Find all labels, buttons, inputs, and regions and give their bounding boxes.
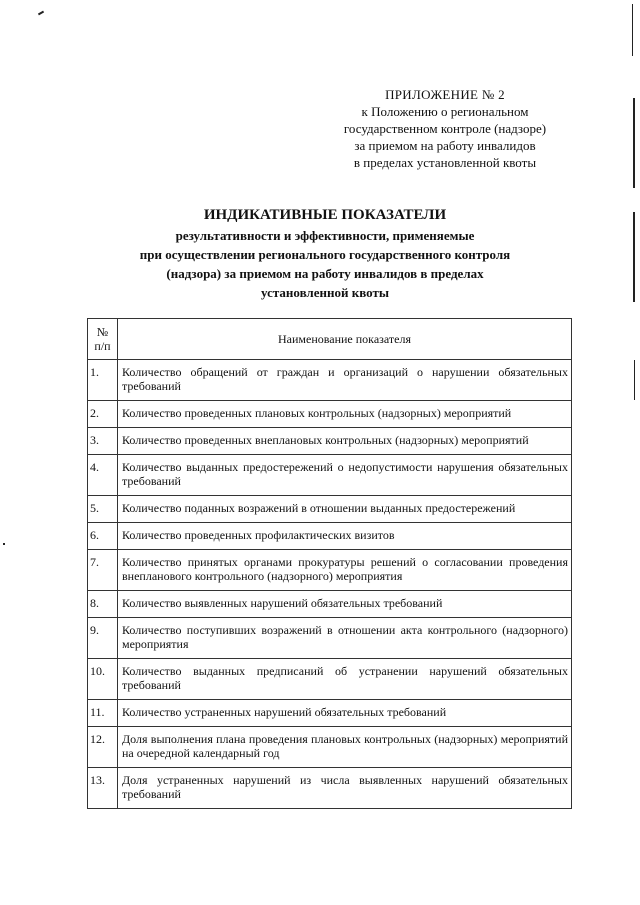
table-row	[88, 455, 572, 496]
header-number	[88, 319, 118, 360]
table-row	[88, 727, 572, 768]
header-name: Наименование показателя	[118, 319, 572, 360]
subtitle-line: при осуществлении регионального государственного контроля	[139, 247, 511, 262]
row-number: 11.	[88, 700, 118, 727]
title-subtitle	[60, 226, 590, 302]
row-number: 10.	[88, 659, 118, 700]
row-text: Количество обращений от граждан и организаций о нарушении обязательных требований	[118, 360, 572, 401]
row-number: 12.	[88, 727, 118, 768]
row-text: Количество устраненных нарушений обязательных требований	[118, 700, 572, 727]
row-text: Доля выполнения плана проведения плановых контрольных (надзорных) мероприятий на очередной календарный год	[118, 727, 572, 768]
subtitle-line: (надзора) за приемом на работу инвалидов в пределах	[166, 266, 484, 281]
document-title	[60, 205, 590, 302]
row-text: Количество поступивших возражений в отношении акта контрольного (надзорного) мероприятия	[118, 618, 572, 659]
row-number: 8.	[88, 591, 118, 618]
table-header-row	[88, 319, 572, 360]
row-number: 3.	[88, 428, 118, 455]
row-number: 13.	[88, 768, 118, 809]
row-number: 2.	[88, 401, 118, 428]
scan-edge-line	[633, 98, 635, 188]
scan-edge-line	[632, 4, 633, 56]
indicators-table	[87, 318, 572, 809]
row-text: Количество проведенных плановых контрольных (надзорных) мероприятий	[118, 401, 572, 428]
header-number-symbol: №	[96, 325, 109, 339]
subtitle-line: результативности и эффективности, применяемые	[175, 228, 475, 243]
appendix-line: за приемом на работу инвалидов	[354, 138, 536, 153]
table-row	[88, 618, 572, 659]
row-number: 5.	[88, 496, 118, 523]
table-row	[88, 700, 572, 727]
header-number-label: п/п	[94, 339, 111, 353]
row-text: Количество выданных предостережений о недопустимости нарушения обязательных требований	[118, 455, 572, 496]
table-row	[88, 768, 572, 809]
row-text: Количество принятых органами прокуратуры решений о согласовании проведения внепланового контрольного (надзорного) мероприятия	[118, 550, 572, 591]
row-number: 7.	[88, 550, 118, 591]
appendix-line: к Положению о региональном	[361, 104, 529, 119]
appendix-line: государственном контроле (надзоре)	[343, 121, 547, 136]
row-text: Доля устраненных нарушений из числа выявленных нарушений обязательных требований	[118, 768, 572, 809]
row-text: Количество поданных возражений в отношении выданных предостережений	[118, 496, 572, 523]
appendix-block	[300, 86, 590, 171]
table-row	[88, 523, 572, 550]
row-text: Количество проведенных внеплановых контрольных (надзорных) мероприятий	[118, 428, 572, 455]
scan-edge-line	[634, 360, 635, 400]
table-row	[88, 591, 572, 618]
appendix-number: ПРИЛОЖЕНИЕ № 2	[385, 87, 505, 102]
row-text: Количество выявленных нарушений обязательных требований	[118, 591, 572, 618]
appendix-line: в пределах установленной квоты	[353, 155, 537, 170]
table-row	[88, 428, 572, 455]
title-main: ИНДИКАТИВНЫЕ ПОКАЗАТЕЛИ	[203, 207, 447, 223]
row-number: 4.	[88, 455, 118, 496]
table-row	[88, 401, 572, 428]
row-text: Количество проведенных профилактических визитов	[118, 523, 572, 550]
table-row	[88, 496, 572, 523]
subtitle-line: установленной квоты	[260, 285, 389, 300]
row-number: 9.	[88, 618, 118, 659]
table-row	[88, 360, 572, 401]
scan-edge-line	[633, 212, 635, 302]
table-row	[88, 659, 572, 700]
scan-speck	[3, 543, 5, 545]
scan-speck	[38, 11, 44, 16]
row-number: 6.	[88, 523, 118, 550]
row-text: Количество выданных предписаний об устранении нарушений обязательных требований	[118, 659, 572, 700]
table-row	[88, 550, 572, 591]
row-number: 1.	[88, 360, 118, 401]
